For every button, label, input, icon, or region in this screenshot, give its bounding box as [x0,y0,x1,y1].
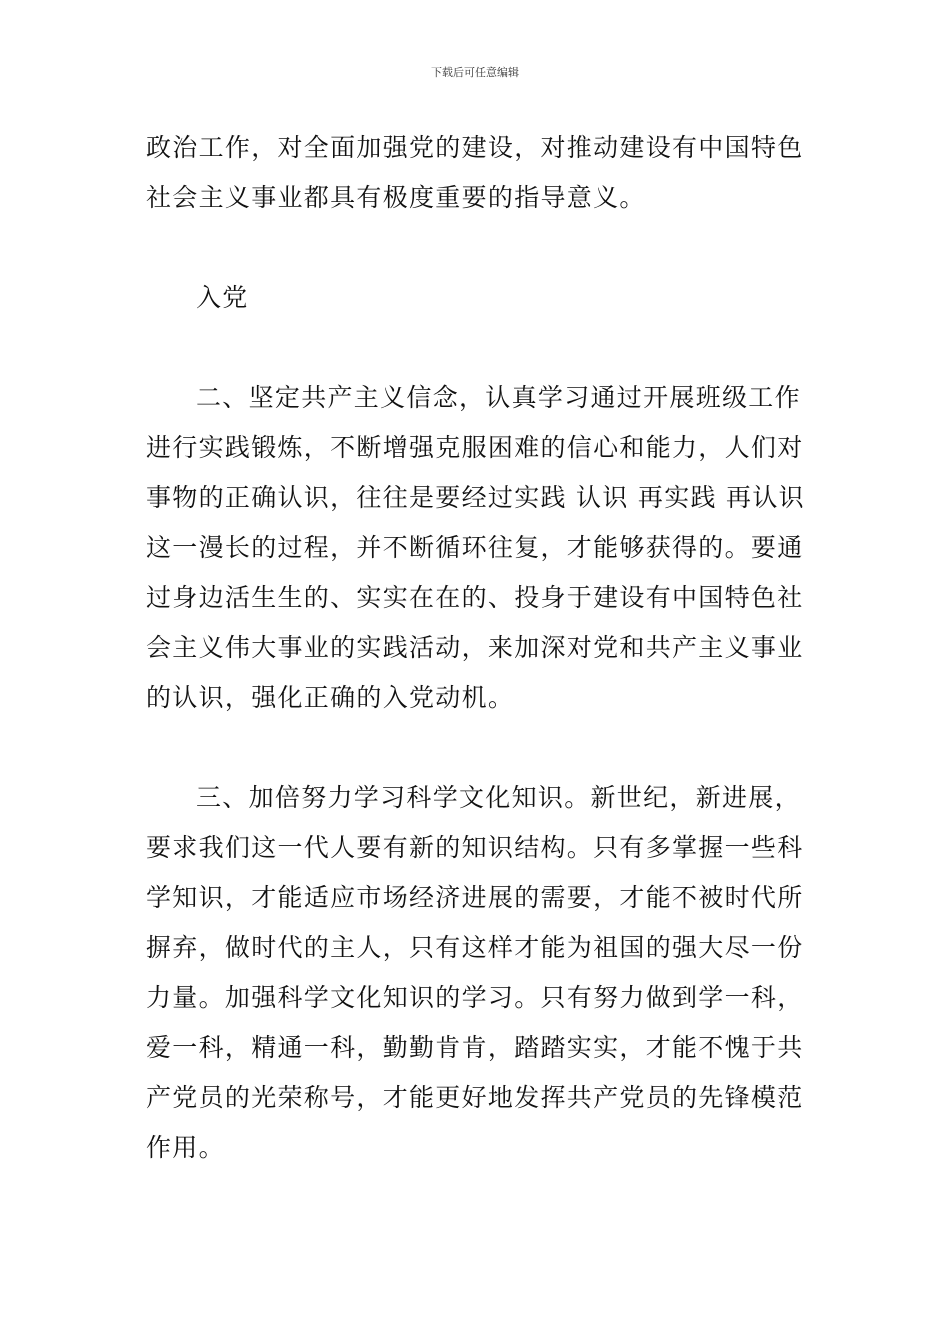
paragraph-4-line-1: 三、加倍努力学习科学文化知识。新世纪，新进展， [196,783,801,812]
paragraph-3-line-4: 这一漫长的过程，并不断循环往复，才能够获得的。要通 [146,533,804,562]
paragraph-3-line-1: 二、坚定共产主义信念，认真学习通过开展班级工作 [196,383,801,412]
paragraph-4-line-6: 爱一科，精通一科，勤勤肯肯，踏踏实实，才能不愧于共 [146,1033,804,1062]
paragraph-4-line-4: 摒弃，做时代的主人，只有这样才能为祖国的强大尽一份 [146,933,804,962]
paragraph-3-line-2: 进行实践锻炼，不断增强克服困难的信心和能力，人们对 [146,433,804,462]
paragraph-4-line-5: 力量。加强科学文化知识的学习。只有努力做到学一科， [146,983,804,1012]
paragraph-1-line-1: 政治工作，对全面加强党的建设，对推动建设有中国特色 [146,133,804,162]
paragraph-3-line-7: 的认识，强化正确的入党动机。 [146,683,515,712]
page-header: 下载后可任意编辑 [431,66,519,79]
paragraph-4-line-8: 作用。 [146,1133,225,1162]
paragraph-3-line-5: 过身边活生生的、实实在在的、投身于建设有中国特色社 [146,583,804,612]
paragraph-4-line-3: 学知识，才能适应市场经济进展的需要，才能不被时代所 [146,883,804,912]
paragraph-4-line-2: 要求我们这一代人要有新的知识结构。只有多掌握一些科 [146,833,804,862]
paragraph-1-line-2: 社会主义事业都具有极度重要的指导意义。 [146,183,646,212]
paragraph-3-line-3: 事物的正确认识，往往是要经过实践 认识 再实践 再认识 [146,483,805,512]
paragraph-3-line-6: 会主义伟大事业的实践活动，来加深对党和共产主义事业 [146,633,804,662]
paragraph-2-line-1: 入党 [196,283,249,312]
paragraph-4-line-7: 产党员的光荣称号，才能更好地发挥共产党员的先锋模范 [146,1083,804,1112]
